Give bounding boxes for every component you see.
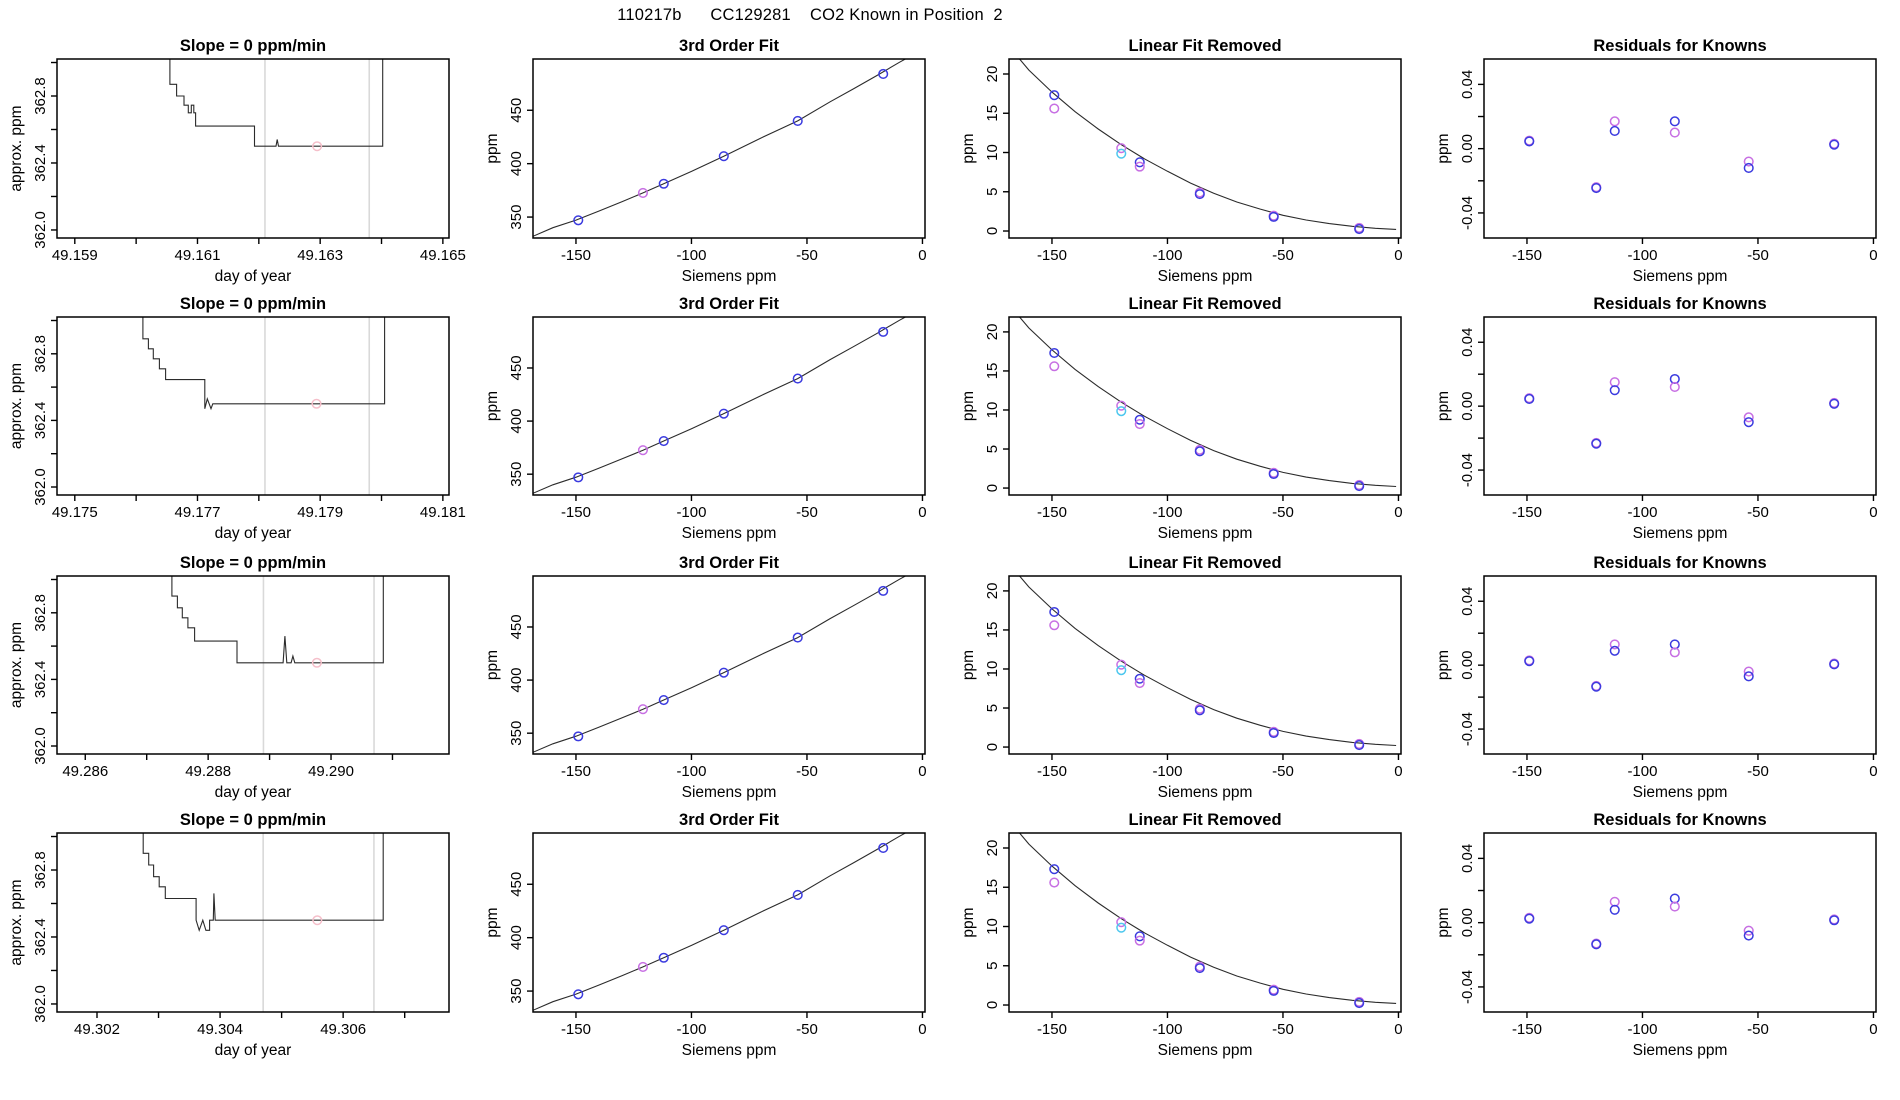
x-tick-label: 0	[918, 1021, 927, 1038]
y-tick-label: 5	[984, 703, 1001, 713]
plot-box	[57, 576, 449, 754]
data-point	[1050, 878, 1059, 887]
y-axis-label: ppm	[960, 390, 977, 422]
y-axis-label: approx. ppm	[8, 362, 25, 450]
fit-curve	[533, 829, 913, 1011]
y-tick-label: 362.4	[32, 144, 49, 182]
y-tick-label: -0.04	[1459, 452, 1476, 488]
y-tick-label: 0	[984, 226, 1001, 236]
y-tick-label: 362.0	[32, 727, 49, 765]
x-axis-label: day of year	[214, 525, 292, 542]
y-tick-label: 0	[984, 1000, 1001, 1010]
x-axis-label: Siemens ppm	[681, 268, 777, 285]
plot-r1-linear-fit-removed	[960, 37, 1403, 285]
x-tick-label: -150	[1511, 504, 1542, 521]
plot-title: Residuals for Knowns	[1593, 554, 1767, 572]
y-tick-label: 362.8	[32, 335, 49, 373]
data-point	[1050, 104, 1059, 113]
plot-r1-third-order-fit	[484, 37, 927, 285]
plot-r4-third-order-fit	[484, 811, 927, 1059]
x-tick-label: 49.286	[62, 763, 109, 780]
x-tick-label: -150	[1036, 763, 1067, 780]
data-point	[1671, 128, 1680, 137]
x-tick-label: -100	[1152, 504, 1183, 521]
y-tick-label: 10	[984, 660, 1001, 678]
x-axis-label: Siemens ppm	[1632, 784, 1728, 801]
x-tick-label: -50	[1747, 504, 1769, 521]
x-tick-label: -100	[676, 247, 707, 264]
plot-title: 3rd Order Fit	[679, 811, 779, 829]
x-tick-label: -150	[1511, 1021, 1542, 1038]
y-tick-label: 400	[508, 667, 525, 693]
plot-box	[1009, 317, 1401, 495]
y-tick-label: -0.04	[1459, 195, 1476, 231]
fit-curve	[533, 55, 913, 237]
x-tick-label: -50	[796, 247, 818, 264]
plot-box	[1484, 317, 1876, 495]
y-tick-label: 20	[984, 582, 1001, 600]
y-tick-label: 0.04	[1459, 327, 1476, 357]
x-tick-label: -100	[676, 763, 707, 780]
y-tick-label: 350	[508, 461, 525, 487]
y-tick-label: 20	[984, 839, 1001, 857]
data-point	[1050, 349, 1059, 358]
plot-title: Residuals for Knowns	[1593, 37, 1767, 55]
x-tick-label: -50	[1272, 763, 1294, 780]
data-point	[1117, 666, 1126, 675]
x-tick-label: -50	[796, 1021, 818, 1038]
y-tick-label: 362.8	[32, 77, 49, 115]
plot-r4-residuals	[1435, 811, 1878, 1059]
x-tick-label: -50	[1272, 504, 1294, 521]
data-point	[1117, 149, 1126, 158]
y-tick-label: 362.0	[32, 985, 49, 1023]
y-tick-label: 400	[508, 151, 525, 177]
x-tick-label: 49.177	[174, 504, 221, 521]
y-axis-label: ppm	[960, 649, 977, 681]
y-axis-label: ppm	[960, 907, 977, 938]
x-axis-label: Siemens ppm	[1632, 268, 1728, 285]
plot-box	[533, 833, 925, 1012]
x-tick-label: -100	[676, 1021, 707, 1038]
plot-box	[57, 59, 449, 238]
data-point	[1050, 362, 1059, 371]
y-axis-label: ppm	[960, 133, 977, 164]
x-tick-label: 49.179	[297, 504, 344, 521]
fit-curve	[533, 572, 913, 753]
plot-box	[1484, 59, 1876, 238]
y-tick-label: 10	[984, 918, 1001, 935]
x-tick-label: 0	[1394, 763, 1403, 780]
x-tick-label: -100	[1627, 763, 1658, 780]
plot-title: 3rd Order Fit	[679, 554, 779, 572]
y-tick-label: 350	[508, 978, 525, 1004]
plot-r3-linear-fit-removed	[960, 554, 1403, 801]
data-point	[1050, 621, 1059, 630]
x-tick-label: -100	[1152, 1021, 1183, 1038]
plot-title: Linear Fit Removed	[1128, 554, 1282, 572]
y-axis-label: ppm	[484, 907, 501, 938]
x-tick-label: -50	[1272, 247, 1294, 264]
x-tick-label: 0	[918, 504, 927, 521]
x-axis-label: Siemens ppm	[681, 525, 777, 542]
decay-curve	[1009, 305, 1396, 487]
y-tick-label: 5	[984, 961, 1001, 970]
plot-title: Slope = 0 ppm/min	[179, 295, 327, 313]
x-tick-label: 0	[1869, 763, 1878, 780]
plot-title: Slope = 0 ppm/min	[179, 37, 327, 55]
plot-r1-slope-trace	[8, 37, 466, 285]
plot-title: Linear Fit Removed	[1128, 37, 1282, 55]
plot-title: Linear Fit Removed	[1128, 295, 1282, 313]
plot-r2-residuals	[1435, 295, 1878, 542]
plot-box	[1484, 833, 1876, 1012]
x-tick-label: 0	[1869, 1021, 1878, 1038]
y-axis-label: ppm	[1435, 907, 1452, 938]
y-axis-label: ppm	[1435, 133, 1452, 164]
x-axis-label: day of year	[214, 1042, 292, 1059]
data-point	[1050, 865, 1059, 874]
y-tick-label: 362.0	[32, 468, 49, 506]
y-tick-label: 0	[984, 742, 1001, 752]
plot-title: Residuals for Knowns	[1593, 811, 1767, 829]
plot-title: Slope = 0 ppm/min	[179, 554, 327, 572]
plot-box	[533, 317, 925, 495]
x-axis-label: Siemens ppm	[1157, 1042, 1253, 1059]
x-tick-label: 0	[918, 247, 927, 264]
plot-r4-linear-fit-removed	[960, 811, 1403, 1059]
x-axis-label: Siemens ppm	[681, 1042, 777, 1059]
x-tick-label: -50	[796, 763, 818, 780]
y-tick-label: 5	[984, 187, 1001, 196]
data-point	[1050, 91, 1059, 100]
x-tick-label: 0	[918, 763, 927, 780]
x-tick-label: -150	[1511, 247, 1542, 264]
y-tick-label: 15	[984, 878, 1001, 896]
y-axis-label: approx. ppm	[8, 621, 25, 709]
x-tick-label: -50	[1747, 763, 1769, 780]
x-tick-label: -50	[1747, 247, 1769, 264]
data-point	[1610, 127, 1619, 136]
x-tick-label: -150	[560, 763, 591, 780]
x-tick-label: 49.161	[174, 247, 221, 264]
y-tick-label: 0.04	[1459, 586, 1476, 616]
y-tick-label: 362.0	[32, 211, 49, 249]
x-tick-label: -150	[560, 504, 591, 521]
y-tick-label: 0.00	[1459, 134, 1476, 164]
x-tick-label: -50	[1272, 1021, 1294, 1038]
data-point	[1744, 164, 1753, 173]
x-tick-label: -100	[1152, 247, 1183, 264]
plot-r1-residuals	[1435, 37, 1878, 285]
x-tick-label: 0	[1869, 504, 1878, 521]
x-tick-label: -150	[560, 1021, 591, 1038]
x-axis-label: Siemens ppm	[1157, 784, 1253, 801]
y-tick-label: 362.4	[32, 401, 49, 440]
x-tick-label: -150	[1036, 504, 1067, 521]
y-tick-label: 450	[508, 97, 525, 123]
signal-trace	[170, 58, 383, 147]
y-axis-label: ppm	[484, 390, 501, 422]
y-tick-label: 450	[508, 355, 525, 381]
y-tick-label: 362.8	[32, 594, 49, 632]
x-tick-label: 49.290	[308, 763, 354, 780]
x-tick-label: 49.159	[51, 247, 98, 264]
x-tick-label: -150	[1036, 1021, 1067, 1038]
y-tick-label: 0.00	[1459, 908, 1476, 938]
decay-curve	[1009, 47, 1396, 230]
x-tick-label: -100	[1152, 763, 1183, 780]
y-axis-label: approx. ppm	[8, 105, 25, 192]
x-tick-label: 0	[1394, 1021, 1403, 1038]
plot-box	[57, 833, 449, 1012]
plot-box	[533, 59, 925, 238]
x-tick-label: -100	[676, 504, 707, 521]
y-tick-label: 362.8	[32, 851, 49, 889]
x-tick-label: 49.304	[197, 1021, 244, 1038]
y-tick-label: 15	[984, 362, 1001, 380]
plot-r2-slope-trace	[8, 295, 466, 542]
x-axis-label: day of year	[214, 784, 292, 801]
data-point	[1610, 117, 1619, 126]
decay-curve	[1009, 821, 1396, 1004]
x-tick-label: -100	[1627, 1021, 1658, 1038]
plot-r3-third-order-fit	[484, 554, 927, 801]
y-tick-label: 20	[984, 65, 1001, 83]
plot-title: Linear Fit Removed	[1128, 811, 1282, 829]
plot-r3-residuals	[1435, 554, 1878, 801]
y-axis-label: approx. ppm	[8, 879, 25, 966]
decay-curve	[1009, 564, 1396, 746]
plot-r2-linear-fit-removed	[960, 295, 1403, 542]
y-tick-label: 0	[984, 483, 1001, 493]
x-tick-label: 49.163	[297, 247, 344, 264]
x-axis-label: Siemens ppm	[1157, 268, 1253, 285]
y-tick-label: -0.04	[1459, 969, 1476, 1005]
x-tick-label: 0	[1869, 247, 1878, 264]
x-tick-label: 49.175	[51, 504, 98, 521]
y-tick-label: 20	[984, 323, 1001, 341]
plot-r3-slope-trace	[8, 554, 449, 801]
x-axis-label: Siemens ppm	[1632, 1042, 1728, 1059]
x-tick-label: 49.165	[419, 247, 466, 264]
y-tick-label: 450	[508, 614, 525, 640]
data-point	[1117, 923, 1126, 932]
x-tick-label: -50	[796, 504, 818, 521]
data-point	[1117, 407, 1126, 416]
y-tick-label: 0.04	[1459, 843, 1476, 873]
plot-box	[533, 576, 925, 754]
y-tick-label: 0.00	[1459, 650, 1476, 680]
plot-box	[1009, 59, 1401, 238]
y-tick-label: 400	[508, 408, 525, 434]
plot-title: 3rd Order Fit	[679, 295, 779, 313]
y-tick-label: 350	[508, 720, 525, 746]
y-tick-label: 0.04	[1459, 69, 1476, 99]
x-tick-label: 49.181	[419, 504, 466, 521]
plot-title: Residuals for Knowns	[1593, 295, 1767, 313]
x-tick-label: -150	[560, 247, 591, 264]
plot-title: 3rd Order Fit	[679, 37, 779, 55]
plot-title: Slope = 0 ppm/min	[179, 811, 327, 829]
y-axis-label: ppm	[484, 649, 501, 681]
x-tick-label: -50	[1747, 1021, 1769, 1038]
y-tick-label: 362.4	[32, 918, 49, 956]
x-tick-label: -100	[1627, 247, 1658, 264]
plot-box	[1484, 576, 1876, 754]
x-axis-label: Siemens ppm	[1157, 525, 1253, 542]
y-tick-label: -0.04	[1459, 711, 1476, 747]
plot-r4-slope-trace	[8, 811, 449, 1059]
x-tick-label: 49.302	[74, 1021, 120, 1038]
y-tick-label: 15	[984, 104, 1001, 122]
data-point	[1671, 117, 1680, 126]
data-point	[1610, 646, 1619, 655]
x-tick-label: 0	[1394, 247, 1403, 264]
x-tick-label: -100	[1627, 504, 1658, 521]
figure-title: 110217b CC129281 CO2 Known in Position 2	[617, 6, 1003, 24]
signal-trace	[143, 316, 385, 409]
x-tick-label: 49.288	[185, 763, 232, 780]
y-axis-label: ppm	[484, 133, 501, 164]
y-tick-label: 450	[508, 871, 525, 897]
y-tick-label: 5	[984, 444, 1001, 454]
fit-curve	[533, 313, 913, 494]
x-axis-label: Siemens ppm	[1632, 525, 1728, 542]
x-tick-label: -150	[1511, 763, 1542, 780]
x-axis-label: day of year	[214, 268, 292, 285]
plot-box	[1009, 576, 1401, 754]
y-tick-label: 10	[984, 144, 1001, 161]
y-tick-label: 400	[508, 925, 525, 951]
plot-box	[1009, 833, 1401, 1012]
y-tick-label: 0.00	[1459, 391, 1476, 421]
signal-trace	[172, 575, 383, 663]
x-tick-label: 0	[1394, 504, 1403, 521]
plot-box	[57, 317, 449, 495]
y-tick-label: 350	[508, 204, 525, 230]
y-tick-label: 15	[984, 621, 1001, 639]
x-tick-label: -150	[1036, 247, 1067, 264]
y-tick-label: 10	[984, 401, 1001, 419]
x-tick-label: 49.306	[320, 1021, 367, 1038]
y-axis-label: ppm	[1435, 649, 1452, 681]
y-tick-label: 362.4	[32, 660, 49, 699]
y-axis-label: ppm	[1435, 390, 1452, 422]
x-axis-label: Siemens ppm	[681, 784, 777, 801]
data-point	[1050, 608, 1059, 617]
plot-r2-third-order-fit	[484, 295, 927, 542]
